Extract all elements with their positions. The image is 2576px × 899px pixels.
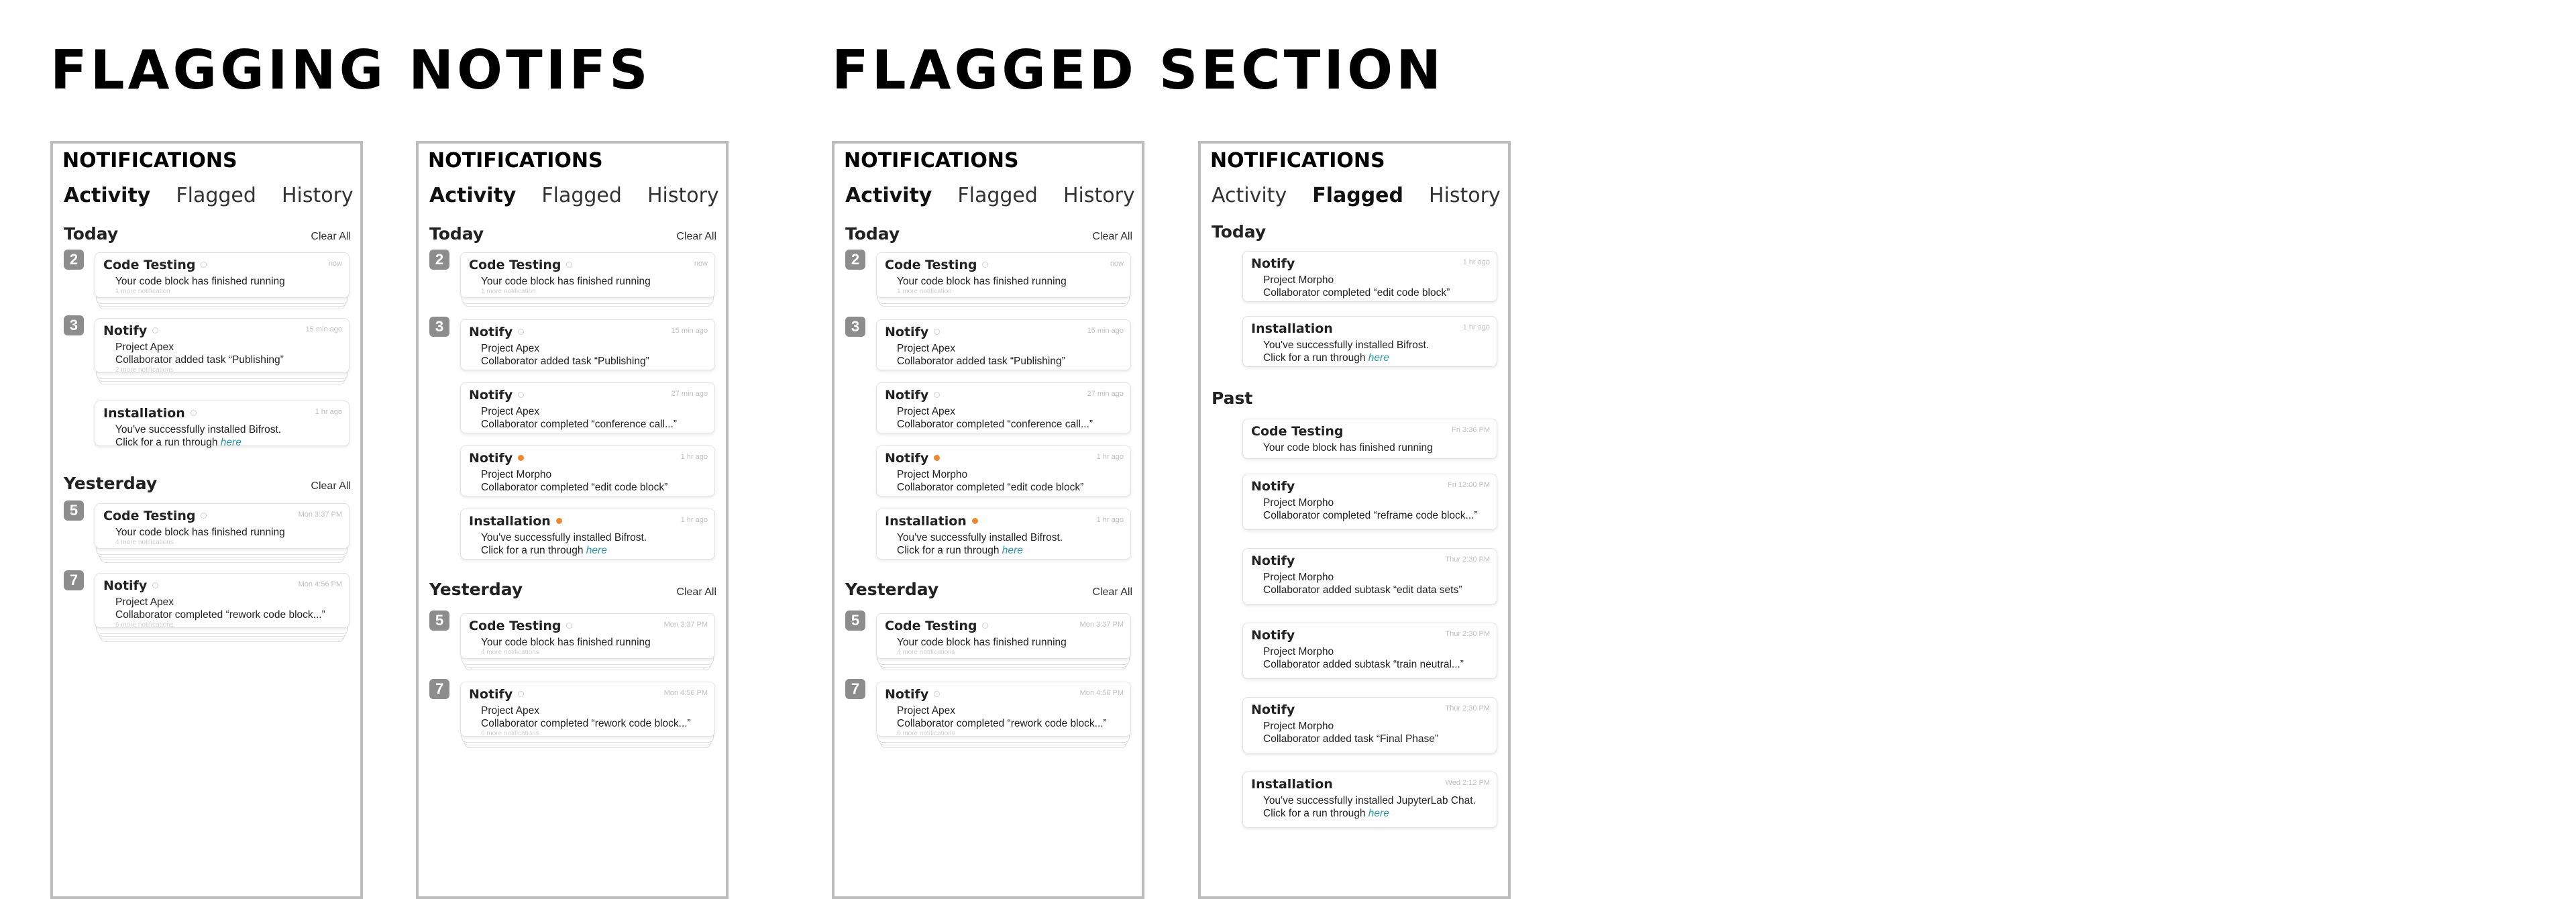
notification-title: Installation [1251, 321, 1333, 336]
link-prefix-text: Click for a run through [1263, 352, 1368, 364]
tab-flagged[interactable]: Flagged [1312, 184, 1403, 207]
section-title-yesterday: Yesterday [845, 580, 939, 599]
notification-card[interactable] [1242, 251, 1497, 302]
tab-history[interactable]: History [1429, 184, 1501, 207]
notification-time: Mon 3:37 PM [1079, 621, 1124, 629]
flag-toggle-icon[interactable] [518, 691, 524, 697]
tab-flagged[interactable]: Flagged [176, 184, 256, 207]
notification-title: Notify [885, 325, 940, 339]
notification-title: Notify [469, 388, 524, 403]
run-through-link[interactable]: here [220, 437, 241, 448]
tab-activity[interactable]: Activity [1212, 184, 1287, 207]
notification-title: Code Testing [469, 258, 572, 272]
notification-time: Mon 3:37 PM [298, 511, 342, 519]
flag-toggle-icon[interactable] [518, 392, 524, 398]
notification-title: Notify [103, 323, 158, 338]
flag-toggle-icon[interactable] [518, 329, 524, 335]
notifications-panel [416, 141, 729, 899]
flag-dot-icon[interactable] [518, 455, 524, 461]
tab-history[interactable]: History [281, 184, 354, 207]
flag-dot-icon[interactable] [972, 518, 978, 524]
notification-card[interactable] [876, 509, 1131, 560]
tab-flagged[interactable]: Flagged [541, 184, 622, 207]
notification-title: Installation [103, 406, 197, 421]
notification-title: Notify [1251, 553, 1295, 568]
notification-card[interactable] [1242, 623, 1497, 679]
notification-time: 1 hr ago [680, 453, 708, 461]
flag-toggle-icon[interactable] [201, 513, 207, 519]
flag-toggle-icon[interactable] [982, 262, 988, 268]
notification-text: You've successfully installed Bifrost. [897, 532, 1063, 543]
notification-card[interactable] [95, 401, 350, 446]
notification-time: Thur 2:30 PM [1445, 630, 1490, 638]
notification-text: Collaborator completed “edit code block” [481, 482, 668, 493]
notification-time: Fri 3:36 PM [1452, 426, 1490, 434]
run-through-link[interactable]: here [1002, 545, 1023, 556]
notification-text: You've successfully installed Bifrost. [115, 424, 282, 435]
notification-title: Code Testing [885, 619, 988, 633]
flag-toggle-icon[interactable] [152, 327, 158, 333]
notification-card[interactable] [1242, 316, 1497, 367]
flag-toggle-icon[interactable] [934, 392, 940, 398]
notification-text [1263, 352, 1389, 364]
notification-title: Notify [469, 325, 524, 339]
notification-count-badge: 7 [845, 679, 865, 699]
notification-text: Project Apex [897, 406, 956, 417]
notification-text: Project Apex [115, 341, 174, 353]
tab-bar [845, 184, 1144, 207]
notification-title: Code Testing [103, 509, 207, 523]
notification-time: 1 hr ago [1096, 516, 1124, 524]
flag-toggle-icon[interactable] [566, 262, 572, 268]
section-title-yesterday: Yesterday [429, 580, 523, 599]
notification-title: Notify [1251, 256, 1295, 271]
notification-text: Project Morpho [1263, 721, 1334, 732]
notification-title: Installation [1251, 777, 1333, 792]
notification-time: Fri 12:00 PM [1448, 481, 1490, 489]
notification-text [115, 437, 241, 449]
tab-activity[interactable]: Activity [845, 184, 932, 207]
notification-title: Installation [885, 514, 978, 529]
notification-text: Collaborator completed “reframe code block...” [1263, 510, 1478, 521]
tab-activity[interactable]: Activity [64, 184, 151, 207]
link-prefix-text: Click for a run through [1263, 808, 1368, 819]
notification-title: Notify [1251, 479, 1295, 494]
more-notifications-text: 6 more notifications [897, 730, 955, 737]
notification-text: Your code block has finished running [897, 276, 1067, 287]
clear-all-button[interactable]: Clear All [311, 480, 351, 492]
notification-text: Collaborator completed “edit code block” [1263, 287, 1450, 299]
notification-time: 1 hr ago [1096, 453, 1124, 461]
notification-time: Mon 4:56 PM [663, 689, 708, 697]
tab-bar [1212, 184, 1511, 207]
notification-card[interactable] [460, 319, 715, 370]
notification-time: now [694, 260, 708, 268]
notification-time: now [1110, 260, 1124, 268]
flag-dot-icon[interactable] [934, 455, 940, 461]
panel-title: NOTIFICATIONS [844, 149, 1019, 172]
flag-toggle-icon[interactable] [152, 582, 158, 588]
notification-title: Code Testing [469, 619, 572, 633]
notification-card[interactable] [1242, 548, 1497, 604]
notification-title: Notify [885, 451, 940, 466]
tab-history[interactable]: History [647, 184, 719, 207]
more-notifications-text: 6 more notifications [115, 621, 174, 629]
notification-title: Notify [469, 451, 524, 466]
notification-title: Notify [103, 578, 158, 593]
notification-title: Code Testing [885, 258, 988, 272]
notification-title: Notify [469, 687, 524, 702]
notification-card[interactable] [460, 445, 715, 496]
notification-card[interactable] [95, 318, 350, 373]
notification-card[interactable] [876, 613, 1131, 659]
notification-text: You've successfully installed Bifrost. [481, 532, 647, 543]
notification-card[interactable] [1242, 474, 1497, 530]
notification-text: Project Apex [481, 705, 540, 717]
section-title-yesterday: Yesterday [64, 474, 158, 493]
notification-time: now [328, 260, 342, 268]
notification-text: Collaborator added task “Publishing” [897, 356, 1065, 367]
notification-count-badge: 5 [64, 500, 84, 521]
notification-text: Your code block has finished running [481, 276, 651, 287]
flag-toggle-icon[interactable] [982, 623, 988, 629]
more-notifications-text: 4 more notifications [897, 649, 955, 656]
section-title-today: Today [429, 224, 484, 244]
notification-text: Collaborator completed “rework code block...” [897, 718, 1107, 729]
tab-bar [429, 184, 729, 207]
notification-text: Project Morpho [1263, 274, 1334, 286]
notification-text [1263, 808, 1389, 820]
notification-text: Collaborator added task “Publishing” [115, 354, 284, 366]
notification-count-badge: 3 [845, 317, 865, 337]
notification-text: Project Morpho [1263, 572, 1334, 583]
notification-time: 15 min ago [1087, 327, 1124, 335]
clear-all-button[interactable]: Clear All [676, 586, 716, 598]
notification-text: Collaborator added task “Publishing” [481, 356, 649, 367]
notification-card[interactable] [876, 252, 1131, 298]
notification-card[interactable] [460, 252, 715, 298]
notification-card[interactable] [876, 382, 1131, 433]
notifications-panel [50, 141, 363, 899]
notification-text: Project Apex [481, 343, 540, 354]
notification-card[interactable] [460, 682, 715, 737]
notification-text: Your code block has finished running [897, 637, 1067, 648]
section-title-today: Today [845, 224, 900, 244]
notification-card[interactable] [1242, 697, 1497, 753]
section-title-today: Today [1212, 222, 1267, 242]
notification-time: 1 hr ago [1462, 258, 1490, 266]
notification-card[interactable] [460, 382, 715, 433]
notification-text: Collaborator completed “conference call...” [481, 419, 678, 430]
notification-text [897, 545, 1023, 557]
more-notifications-text: 2 more notifications [115, 366, 174, 374]
panel-title: NOTIFICATIONS [1210, 149, 1385, 172]
notification-count-badge: 5 [429, 611, 449, 631]
notification-text: Project Apex [115, 596, 174, 608]
notification-text: Collaborator completed “rework code block...” [115, 609, 325, 621]
notification-text: Project Apex [897, 343, 956, 354]
notification-text: Collaborator added subtask “train neutral...” [1263, 659, 1464, 670]
notification-count-badge: 3 [64, 315, 84, 335]
notification-text: Your code block has finished running [115, 276, 285, 287]
tab-flagged[interactable]: Flagged [957, 184, 1038, 207]
notification-time: 1 hr ago [680, 516, 708, 524]
more-notifications-text: 1 more notification [115, 288, 170, 295]
notification-title: Notify [1251, 702, 1295, 717]
section-title-past: Past [1212, 388, 1253, 408]
notification-count-badge: 2 [845, 250, 865, 270]
notification-time: 27 min ago [1087, 390, 1124, 398]
more-notifications-text: 6 more notifications [481, 730, 539, 737]
flag-toggle-icon[interactable] [191, 410, 197, 416]
notification-title: Notify [885, 687, 940, 702]
notification-title: Installation [469, 514, 562, 529]
run-through-link[interactable]: here [586, 545, 607, 556]
notification-time: 15 min ago [671, 327, 708, 335]
notification-time: Wed 2:12 PM [1445, 779, 1490, 787]
clear-all-button[interactable]: Clear All [311, 231, 351, 242]
flag-toggle-icon[interactable] [566, 623, 572, 629]
notification-time: Mon 3:37 PM [663, 621, 708, 629]
tab-activity[interactable]: Activity [429, 184, 517, 207]
notification-text: Project Morpho [1263, 646, 1334, 657]
notification-text: Collaborator completed “conference call...” [897, 419, 1093, 430]
notification-text: You've successfully installed Bifrost. [1263, 339, 1430, 351]
tab-bar [64, 184, 363, 207]
notification-card[interactable] [95, 503, 350, 549]
flagged-section-heading: FLAGGED SECTION [832, 39, 1445, 101]
notification-card[interactable] [876, 682, 1131, 737]
notification-card[interactable] [95, 573, 350, 628]
flag-toggle-icon[interactable] [201, 262, 207, 268]
notification-count-badge: 2 [429, 250, 449, 270]
notification-text: Your code block has finished running [1263, 442, 1433, 454]
notification-text: Your code block has finished running [481, 637, 651, 648]
notification-text [481, 545, 607, 557]
more-notifications-text: 4 more notifications [115, 539, 174, 546]
link-prefix-text: Click for a run through [115, 437, 221, 448]
flag-toggle-icon[interactable] [934, 691, 940, 697]
notification-count-badge: 5 [845, 611, 865, 631]
link-prefix-text: Click for a run through [897, 545, 1002, 556]
notification-card[interactable] [876, 445, 1131, 496]
panel-title: NOTIFICATIONS [428, 149, 603, 172]
notification-time: Thur 2:30 PM [1445, 556, 1490, 564]
notification-time: 15 min ago [305, 325, 342, 333]
run-through-link[interactable]: here [1368, 808, 1389, 819]
notification-count-badge: 3 [429, 317, 449, 337]
notification-count-badge: 7 [429, 679, 449, 699]
notification-title: Notify [885, 388, 940, 403]
notification-text: Project Apex [897, 705, 956, 717]
clear-all-button[interactable]: Clear All [676, 231, 716, 242]
link-prefix-text: Click for a run through [481, 545, 586, 556]
flagging-notifs-heading: FLAGGING NOTIFS [50, 39, 651, 101]
notification-title: Code Testing [103, 258, 207, 272]
notification-card[interactable] [1242, 772, 1497, 828]
notification-card[interactable] [95, 252, 350, 298]
notification-text: Collaborator completed “rework code block...” [481, 718, 691, 729]
notification-time: 1 hr ago [315, 408, 342, 416]
notification-card[interactable] [1242, 419, 1497, 459]
notification-title: Notify [1251, 628, 1295, 643]
flag-toggle-icon[interactable] [934, 329, 940, 335]
notification-title: Code Testing [1251, 424, 1344, 439]
notification-time: Mon 4:56 PM [298, 580, 342, 588]
notification-count-badge: 2 [64, 250, 84, 270]
more-notifications-text: 1 more notification [481, 288, 536, 295]
more-notifications-text: 1 more notification [897, 288, 952, 295]
notification-text: Project Apex [481, 406, 540, 417]
notifications-panel [832, 141, 1144, 899]
notification-text: Project Morpho [481, 469, 552, 480]
notification-text: Collaborator completed “edit code block” [897, 482, 1084, 493]
notification-card[interactable] [460, 509, 715, 560]
notification-text: Your code block has finished running [115, 527, 285, 538]
notification-time: Thur 2:30 PM [1445, 704, 1490, 712]
section-title-today: Today [64, 224, 119, 244]
notification-text: Project Morpho [897, 469, 968, 480]
notification-text: You've successfully installed JupyterLab Chat. [1263, 795, 1476, 806]
tab-history[interactable]: History [1063, 184, 1135, 207]
flag-dot-icon[interactable] [556, 518, 562, 524]
more-notifications-text: 4 more notifications [481, 649, 539, 656]
notification-text: Project Morpho [1263, 497, 1334, 509]
panel-title: NOTIFICATIONS [62, 149, 237, 172]
clear-all-button[interactable]: Clear All [1092, 586, 1132, 598]
notification-text: Collaborator added task “Final Phase” [1263, 733, 1439, 745]
run-through-link[interactable]: here [1368, 352, 1389, 364]
notification-time: 1 hr ago [1462, 323, 1490, 331]
notification-card[interactable] [460, 613, 715, 659]
notification-count-badge: 7 [64, 570, 84, 590]
clear-all-button[interactable]: Clear All [1092, 231, 1132, 242]
notification-time: 27 min ago [671, 390, 708, 398]
notification-card[interactable] [876, 319, 1131, 370]
notification-text: Collaborator added subtask “edit data sets” [1263, 584, 1462, 596]
notification-time: Mon 4:56 PM [1079, 689, 1124, 697]
notifications-panel [1198, 141, 1511, 899]
